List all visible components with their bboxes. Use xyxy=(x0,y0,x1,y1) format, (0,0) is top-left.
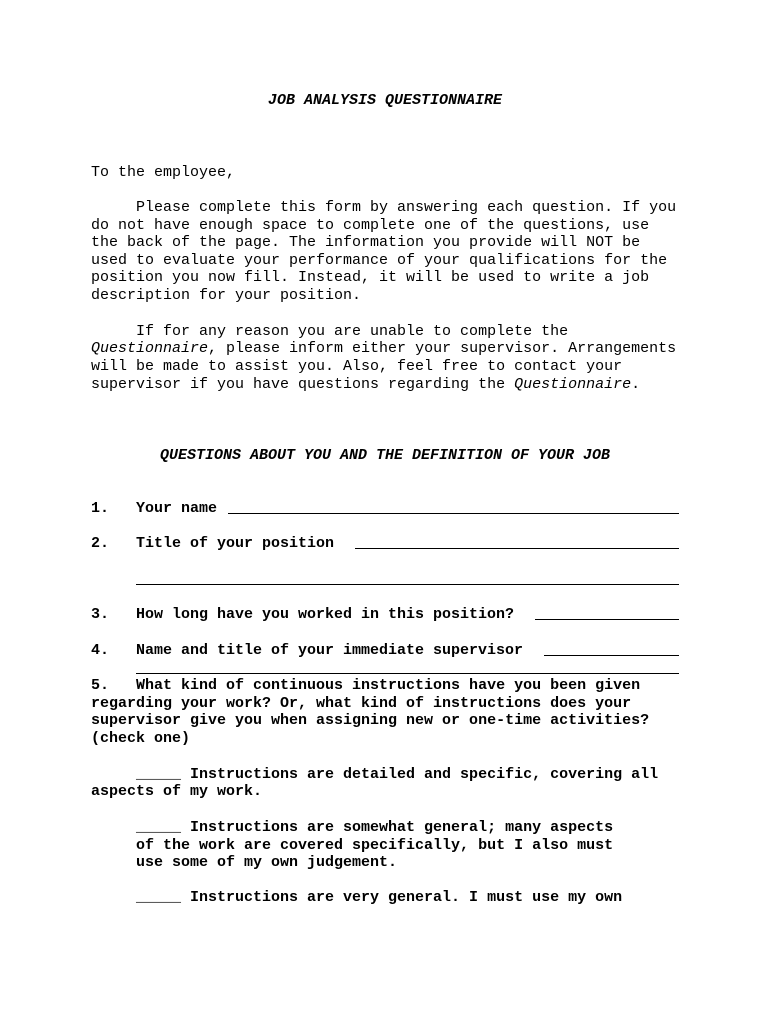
question-label: Your name xyxy=(136,500,218,517)
option-line[interactable]: _____ Instructions are somewhat general; many aspects xyxy=(91,819,614,836)
document-title: JOB ANALYSIS QUESTIONNAIRE xyxy=(267,92,503,109)
supervisor-answer-line-2[interactable] xyxy=(136,673,679,674)
tenure-answer-line[interactable] xyxy=(535,619,679,620)
name-answer-line[interactable] xyxy=(228,513,679,514)
salutation: To the employee, xyxy=(91,164,236,181)
option-line[interactable]: _____ Instructions are detailed and specific, covering all xyxy=(91,766,659,783)
intro-text: supervisor if you have questions regarding the xyxy=(91,376,515,393)
question-label: Title of your position xyxy=(136,535,335,552)
intro-text: . xyxy=(631,376,641,393)
position-title-answer-line[interactable] xyxy=(355,548,679,549)
intro-line xyxy=(91,376,640,394)
question-number: 4. xyxy=(91,642,110,659)
intro-text: , please inform either your supervisor. Arrangements xyxy=(208,340,677,357)
question-text-line: (check one) xyxy=(91,730,191,747)
question-label: How long have you worked in this position? xyxy=(136,606,515,623)
option-line: use some of my own judgement. xyxy=(91,854,398,871)
question-label: Name and title of your immediate supervisor xyxy=(136,642,524,659)
intro-line: position you now fill. Instead, it will be used to write a job xyxy=(91,269,650,286)
supervisor-answer-line[interactable] xyxy=(544,655,679,656)
question-number: 3. xyxy=(91,606,110,623)
intro-line: the back of the page. The information you provide will NOT be xyxy=(91,234,641,251)
questionnaire-italic: Questionnaire xyxy=(514,376,632,393)
question-text-line: regarding your work? Or, what kind of instructions does your xyxy=(91,695,632,712)
option-line[interactable]: _____ Instructions are very general. I must use my own xyxy=(91,889,623,906)
questionnaire-italic: Questionnaire xyxy=(91,340,209,357)
intro-line: do not have enough space to complete one of the questions, use xyxy=(91,217,650,234)
position-title-answer-line-2[interactable] xyxy=(136,584,679,585)
intro-line: description for your position. xyxy=(91,287,362,304)
section-heading: QUESTIONS ABOUT YOU AND THE DEFINITION OF YOUR JOB xyxy=(159,447,611,464)
intro-line: Please complete this form by answering each question. If you xyxy=(91,199,677,216)
option-line: aspects of my work. xyxy=(91,783,263,800)
question-text-line: 5. What kind of continuous instructions have you been given xyxy=(91,677,641,694)
intro-line xyxy=(91,340,676,358)
question-number: 2. xyxy=(91,535,110,552)
question-number: 1. xyxy=(91,500,110,517)
question-text-line: supervisor give you when assigning new or one-time activities? xyxy=(91,712,650,729)
intro-line: will be made to assist you. Also, feel free to contact your xyxy=(91,358,623,375)
intro-line: If for any reason you are unable to complete the xyxy=(91,323,569,340)
intro-line: used to evaluate your performance of your qualifications for the xyxy=(91,252,668,269)
option-line: of the work are covered specifically, but I also must xyxy=(91,837,614,854)
